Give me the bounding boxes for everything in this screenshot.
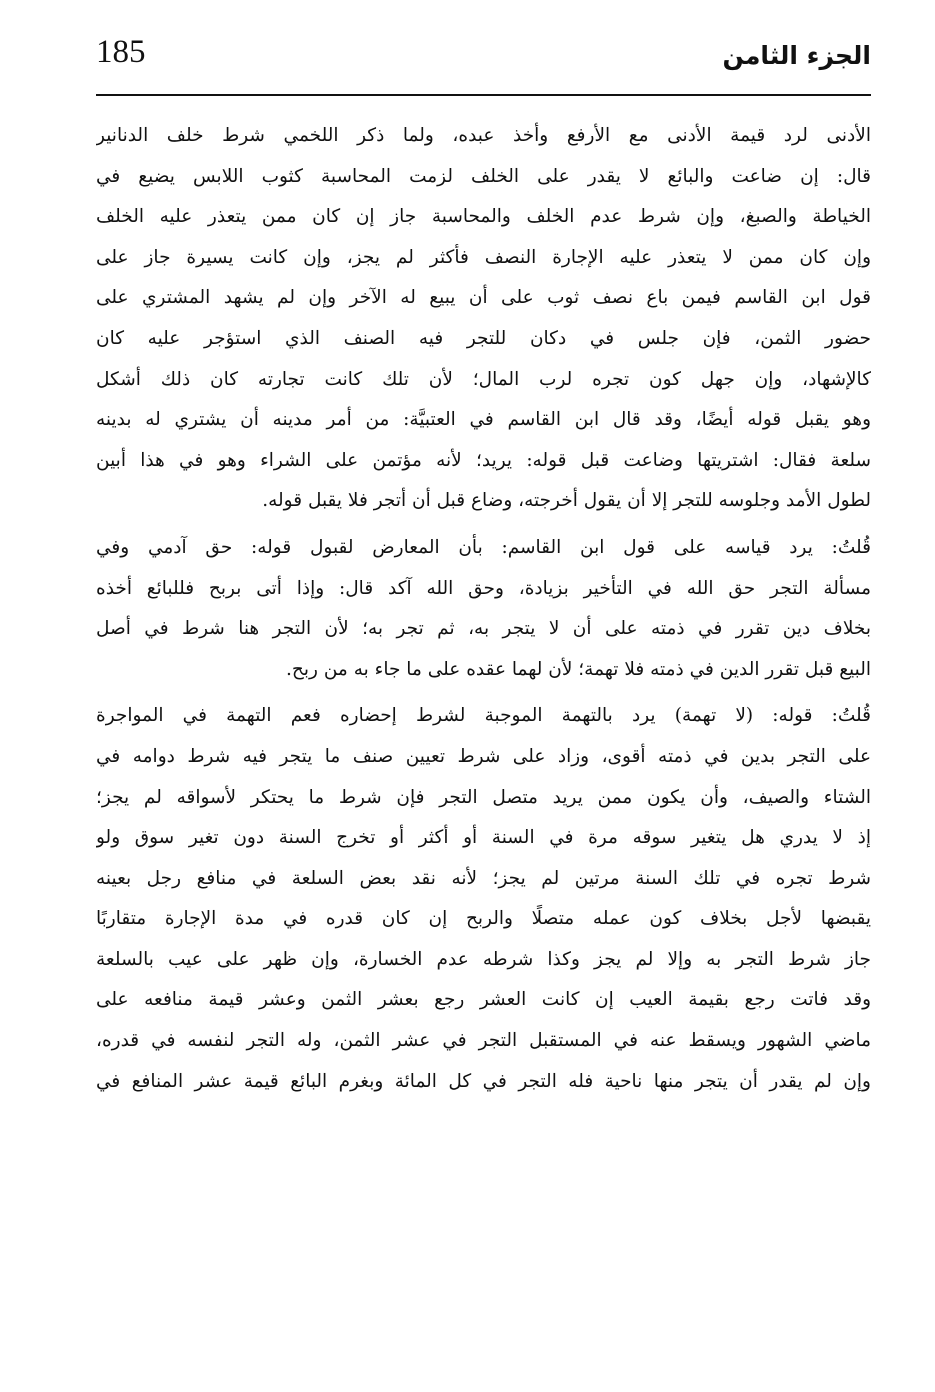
text-line: سلعة فقال: اشتريتها وضاعت قبل قوله: يريد؛ لأنه مؤتمن على الشراء وهو في هذا أبين — [96, 449, 871, 471]
text-line: الشتاء والصيف، وأن يكون ممن يريد متصل التجر فإن شرط ما يحتكر لأسواقه لم يجز؛ — [96, 786, 871, 808]
text-line: على التجر بدين في ذمته أقوى، وزاد على شرط تعيين صنف ما يتجر فيه شرط دوامه في — [96, 745, 871, 767]
text-line: وإن كان ممن لا يتعذر عليه الإجارة النصف فأكثر لم يجز، وإن كانت يسيرة جاز على — [96, 246, 871, 268]
text-line: لطول الأمد وجلوسه للتجر إلا أن يقول أخرجته، وضاع قبل أن أتجر فلا يقبل قوله. — [262, 490, 871, 512]
text-line: وهو يقبل قوله أيضًا، وقد قال ابن القاسم في العتبيَّة: من أمر مدينه أن يشتري له بدينه — [96, 409, 871, 431]
running-head: الجزء الثامن — [722, 41, 871, 70]
text-line: وقد فاتت رجع بقيمة العيب إن كانت العشر رجع بعشر الثمن وعشر قيمة منافعه على — [96, 989, 871, 1011]
text-line: كالإشهاد، وإن جهل كون تجره لرب المال؛ لأن تلك كانت تجارته كان ذلك أشكل — [96, 368, 871, 390]
text-line: وإن لم يقدر أن يتجر منها ناحية فله التجر في كل المائة وبغرم البائع قيمة عشر المنافع في — [96, 1070, 871, 1092]
text-line: حضور الثمن، فإن جلس في دكان للتجر فيه الصنف الذي استؤجر عليه كان — [96, 327, 871, 349]
text-line: شرط تجره في تلك السنة مرتين لم يجز؛ لأنه نقد بعض السلعة في منافع رجل بعينه — [96, 867, 871, 889]
page-number: 185 — [96, 34, 146, 70]
text-line: الخياطة والصبغ، وإن شرط عدم الخلف والمحاسبة جاز إن كان ممن يتعذر عليه الخلف — [96, 206, 871, 228]
text-line: بخلاف دين تقرر في ذمته على أن لا يتجر به، ثم تجر به؛ لأن التجر هنا شرط في أصل — [96, 618, 871, 640]
text-line: الأدنى لرد قيمة الأدنى مع الأرفع وأخذ عبده، ولما ذكر اللخمي شرط خلف الدنانير — [96, 125, 871, 146]
text-line: قال: إن ضاعت والبائع لا يقدر على الخلف لزمت المحاسبة كثوب اللابس يضيع في — [96, 165, 871, 187]
text-line: جاز شرط التجر به وإلا لم يجز وكذا شرطه عدم الخسارة، وإن ظهر على عيب بالسلعة — [96, 948, 871, 970]
text-line: قُلتُ: يرد قياسه على قول ابن القاسم: بأن المعارض لقبول قوله: حق آدمي وفي — [96, 536, 871, 558]
text-line: قول ابن القاسم فيمن باع نصف ثوب على أن يبيع له الآخر وإن لم يشهد المشتري على — [96, 287, 871, 309]
text-line: البيع قبل تقرر الدين في ذمته فلا تهمة؛ لأن لهما عقده على ما جاء به من ربح. — [286, 658, 871, 680]
paragraph-3 — [96, 696, 871, 1102]
text-line: إذ لا يدري هل يتغير سوقه مرة في السنة أو أكثر أو تخرج السنة دون تغير سوق ولو — [96, 827, 871, 849]
body-text — [96, 116, 871, 1102]
text-line: يقبضها لأجل بخلاف كون عمله متصلًا والربح إن كان قدره في مدة الإجارة متقاربًا — [96, 908, 871, 930]
paragraph-1 — [96, 116, 871, 522]
text-line: مسألة التجر حق الله في التأخير بزيادة، وحق الله آكد قال: وإذا أتى بربح فللبائع أخذه — [96, 577, 871, 599]
text-line: ماضي الشهور ويسقط عنه في المستقبل التجر في عشر الثمن، وله التجر لنفسه في قدره، — [96, 1030, 871, 1052]
text-line: قُلتُ: قوله: (لا تهمة) يرد بالتهمة الموجبة لشرط إحضاره فعم التهمة في المواجرة — [96, 705, 871, 727]
paragraph-2 — [96, 528, 871, 690]
page-header — [96, 30, 871, 90]
header-rule — [96, 94, 871, 96]
